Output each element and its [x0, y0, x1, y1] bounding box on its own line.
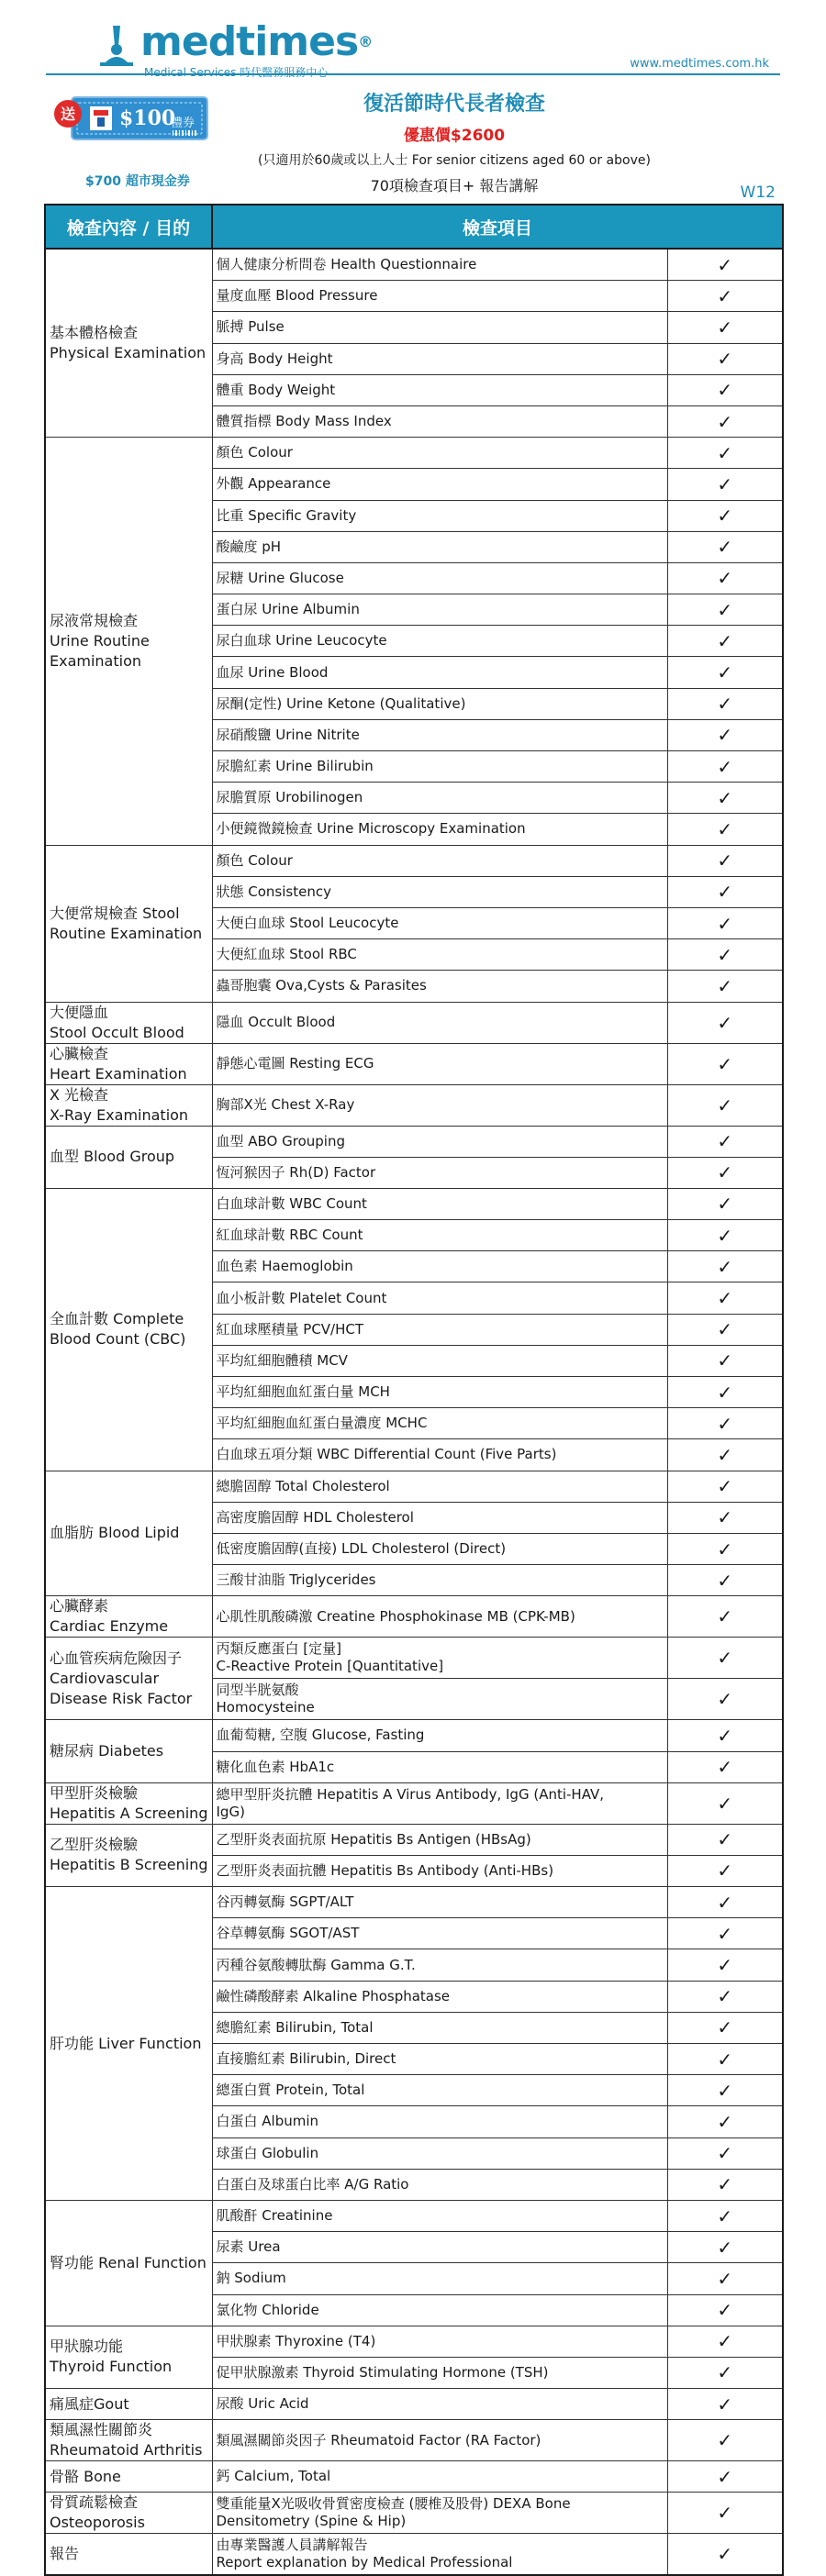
test-item-cell: 鈉 Sodium	[212, 2263, 667, 2294]
check-mark-icon: ✓	[667, 2534, 783, 2576]
table-row	[45, 1720, 783, 1751]
test-item-cell: 量度血壓 Blood Pressure	[212, 281, 667, 312]
check-mark-icon: ✓	[667, 719, 783, 750]
table-row	[45, 2420, 783, 2461]
category-cell: X 光檢查 X-Ray Examination	[45, 1084, 212, 1126]
check-mark-icon: ✓	[667, 1345, 783, 1376]
category-cell: 尿液常規檢查 Urine Routine Examination	[45, 438, 212, 845]
category-cell: 類風濕性關節炎 Rheumatoid Arthritis	[45, 2420, 212, 2461]
check-mark-icon: ✓	[667, 1782, 783, 1824]
category-cell: 骨骼 Bone	[45, 2461, 212, 2493]
test-item-cell: 恆河猴因子 Rh(D) Factor	[212, 1157, 667, 1188]
test-item-cell: 血型 ABO Grouping	[212, 1126, 667, 1157]
title-block	[211, 88, 698, 195]
check-mark-icon: ✓	[667, 2357, 783, 2388]
column-header-items: 檢查項目	[212, 205, 783, 249]
category-cell: 腎功能 Renal Function	[45, 2200, 212, 2326]
test-item-cell: 隱血 Occult Blood	[212, 1002, 667, 1043]
test-item-cell: 丙類反應蛋白 [定量] C-Reactive Protein [Quantitative]	[212, 1638, 667, 1679]
check-mark-icon: ✓	[667, 845, 783, 876]
voucher-graphic	[53, 92, 211, 156]
check-mark-icon: ✓	[667, 971, 783, 1002]
check-mark-icon: ✓	[667, 1471, 783, 1502]
check-mark-icon: ✓	[667, 2044, 783, 2075]
test-item-cell: 谷丙轉氨酶 SGPT/ALT	[212, 1887, 667, 1918]
check-mark-icon: ✓	[667, 1981, 783, 2012]
test-item-cell: 比重 Specific Gravity	[212, 500, 667, 531]
check-mark-icon: ✓	[667, 2263, 783, 2294]
test-item-cell: 鈣 Calcium, Total	[212, 2461, 667, 2493]
check-mark-icon: ✓	[667, 1596, 783, 1638]
check-mark-icon: ✓	[667, 1282, 783, 1314]
check-mark-icon: ✓	[667, 2389, 783, 2420]
check-mark-icon: ✓	[667, 1408, 783, 1439]
check-mark-icon: ✓	[667, 1314, 783, 1345]
table-row	[45, 1596, 783, 1638]
check-mark-icon: ✓	[667, 438, 783, 469]
table-row	[45, 2493, 783, 2534]
check-mark-icon: ✓	[667, 1157, 783, 1188]
gift-tag: 送	[60, 105, 76, 123]
check-mark-icon: ✓	[667, 1918, 783, 1949]
table-row	[45, 2326, 783, 2357]
test-item-cell: 白蛋白 Albumin	[212, 2106, 667, 2137]
table-row	[45, 1638, 783, 1679]
check-mark-icon: ✓	[667, 405, 783, 437]
table-row	[45, 438, 783, 469]
test-item-cell: 血尿 Urine Blood	[212, 657, 667, 688]
table-row	[45, 845, 783, 876]
table-row	[45, 1471, 783, 1502]
check-mark-icon: ✓	[667, 1126, 783, 1157]
category-cell: 血脂肪 Blood Lipid	[45, 1471, 212, 1596]
microscope-icon	[96, 22, 137, 68]
test-item-cell: 狀態 Consistency	[212, 876, 667, 907]
page-title: 復活節時代長者檢查	[363, 93, 545, 116]
category-cell: 心臟酵素 Cardiac Enzyme	[45, 1596, 212, 1638]
check-mark-icon: ✓	[667, 688, 783, 719]
check-mark-icon: ✓	[667, 783, 783, 814]
test-item-cell: 體質指標 Body Mass Index	[212, 405, 667, 437]
brand-logo[interactable]	[96, 18, 373, 80]
test-item-cell: 促甲狀腺激素 Thyroid Stimulating Hormone (TSH)	[212, 2357, 667, 2388]
table-row	[45, 2389, 783, 2420]
check-mark-icon: ✓	[667, 1855, 783, 1886]
voucher-label: 禮券	[171, 117, 195, 130]
test-item-cell: 胸部X光 Chest X-Ray	[212, 1084, 667, 1126]
category-cell: 糖尿病 Diabetes	[45, 1720, 212, 1782]
voucher-amount: $100	[119, 106, 176, 130]
test-item-cell: 顏色 Colour	[212, 438, 667, 469]
test-item-cell: 蟲哥胞囊 Ova,Cysts & Parasites	[212, 971, 667, 1002]
table-header-row	[45, 205, 783, 249]
check-mark-icon: ✓	[667, 500, 783, 531]
table-row	[45, 2461, 783, 2493]
check-mark-icon: ✓	[667, 1824, 783, 1855]
test-item-cell: 酸鹼度 pH	[212, 531, 667, 562]
test-item-cell: 球蛋白 Globulin	[212, 2137, 667, 2169]
check-mark-icon: ✓	[667, 281, 783, 312]
table-row	[45, 1043, 783, 1084]
test-item-cell: 平均紅細胞體積 MCV	[212, 1345, 667, 1376]
test-item-cell: 尿酮(定性) Urine Ketone (Qualitative)	[212, 688, 667, 719]
package-code: W12	[740, 183, 776, 202]
table-row	[45, 1824, 783, 1855]
registered-mark: ®	[358, 33, 373, 50]
test-item-cell: 總膽紅素 Bilirubin, Total	[212, 2012, 667, 2043]
test-item-cell: 糖化血色素 HbA1c	[212, 1751, 667, 1782]
test-item-cell: 白血球計數 WBC Count	[212, 1188, 667, 1219]
check-mark-icon: ✓	[667, 2326, 783, 2357]
check-mark-icon: ✓	[667, 2106, 783, 2137]
table-row	[45, 1126, 783, 1157]
category-cell: 心臟檢查 Heart Examination	[45, 1043, 212, 1084]
test-item-cell: 小便鏡微鏡檢查 Urine Microscopy Examination	[212, 814, 667, 845]
summary-text: 70項檢查項目+ 報告講解	[370, 177, 539, 194]
check-mark-icon: ✓	[667, 531, 783, 562]
check-mark-icon: ✓	[667, 1002, 783, 1043]
test-item-cell: 尿酸 Uric Acid	[212, 2389, 667, 2420]
test-item-cell: 白蛋白及球蛋白比率 A/G Ratio	[212, 2169, 667, 2200]
check-mark-icon: ✓	[667, 2200, 783, 2231]
test-item-cell: 甲狀腺素 Thyroxine (T4)	[212, 2326, 667, 2357]
check-mark-icon: ✓	[667, 312, 783, 343]
check-mark-icon: ✓	[667, 876, 783, 907]
check-mark-icon: ✓	[667, 2137, 783, 2169]
test-item-cell: 外觀 Appearance	[212, 469, 667, 500]
voucher-card-icon	[53, 92, 211, 156]
check-mark-icon: ✓	[667, 1720, 783, 1751]
table-row	[45, 1887, 783, 1918]
test-item-cell: 尿素 Urea	[212, 2232, 667, 2263]
test-item-cell: 總蛋白質 Protein, Total	[212, 2075, 667, 2106]
test-item-cell: 谷草轉氨酶 SGOT/AST	[212, 1918, 667, 1949]
check-mark-icon: ✓	[667, 2232, 783, 2263]
test-item-cell: 心肌性肌酸磷激 Creatine Phosphokinase MB (CPK-MB)	[212, 1596, 667, 1638]
table-body	[45, 249, 783, 2575]
check-mark-icon: ✓	[667, 939, 783, 971]
check-mark-icon: ✓	[667, 1502, 783, 1533]
check-mark-icon: ✓	[667, 1220, 783, 1251]
test-item-cell: 血葡萄糖, 空腹 Glucose, Fasting	[212, 1720, 667, 1751]
check-mark-icon: ✓	[667, 562, 783, 594]
check-mark-icon: ✓	[667, 1188, 783, 1219]
category-cell: 血型 Blood Group	[45, 1126, 212, 1188]
check-mark-icon: ✓	[667, 1565, 783, 1596]
brand-name: medtimes	[140, 18, 359, 65]
test-item-cell: 類風濕關節炎因子 Rheumatoid Factor (RA Factor)	[212, 2420, 667, 2461]
table-row	[45, 1782, 783, 1824]
test-item-cell: 乙型肝炎表面抗原 Hepatitis Bs Antigen (HBsAg)	[212, 1824, 667, 1855]
category-cell: 甲型肝炎檢驗 Hepatitis A Screening	[45, 1782, 212, 1824]
test-item-cell: 平均紅細胞血紅蛋白量濃度 MCHC	[212, 1408, 667, 1439]
check-mark-icon: ✓	[667, 2461, 783, 2493]
test-item-cell: 大便白血球 Stool Leucocyte	[212, 907, 667, 938]
table-row	[45, 1002, 783, 1043]
test-item-cell: 直接膽紅素 Bilirubin, Direct	[212, 2044, 667, 2075]
check-mark-icon: ✓	[667, 907, 783, 938]
test-item-cell: 尿膽質原 Urobilinogen	[212, 783, 667, 814]
check-mark-icon: ✓	[667, 657, 783, 688]
test-item-cell: 紅血球計數 RBC Count	[212, 1220, 667, 1251]
check-mark-icon: ✓	[667, 1251, 783, 1282]
eligibility-note: (只適用於60歲或以上人士 For senior citizens aged 60 or above)	[258, 153, 651, 168]
test-item-cell: 尿白血球 Urine Leucocyte	[212, 626, 667, 657]
website-link[interactable]: www.medtimes.com.hk	[630, 57, 769, 71]
test-item-cell: 乙型肝炎表面抗體 Hepatitis Bs Antibody (Anti-HBs)	[212, 1855, 667, 1886]
check-mark-icon: ✓	[667, 1043, 783, 1084]
check-mark-icon: ✓	[667, 751, 783, 783]
offer-price: 優惠價$2600	[403, 127, 506, 145]
check-mark-icon: ✓	[667, 1751, 783, 1782]
test-item-cell: 紅血球壓積量 PCV/HCT	[212, 1314, 667, 1345]
category-cell: 報告	[45, 2534, 212, 2576]
test-item-cell: 同型半胱氨酸 Homocysteine	[212, 1679, 667, 1720]
test-item-cell: 總膽固醇 Total Cholesterol	[212, 1471, 667, 1502]
test-item-cell: 由專業醫護人員講解報告 Report explanation by Medical Professional	[212, 2534, 667, 2576]
check-mark-icon: ✓	[667, 594, 783, 626]
test-item-cell: 尿糖 Urine Glucose	[212, 562, 667, 594]
check-mark-icon: ✓	[667, 2012, 783, 2043]
test-item-cell: 尿膽紅素 Urine Bilirubin	[212, 751, 667, 783]
test-item-cell: 身高 Body Height	[212, 343, 667, 374]
header	[0, 0, 826, 200]
test-item-cell: 蛋白尿 Urine Albumin	[212, 594, 667, 626]
column-header-category: 檢查內容 / 目的	[45, 205, 212, 249]
check-mark-icon: ✓	[667, 814, 783, 845]
category-cell: 大便隱血 Stool Occult Blood	[45, 1002, 212, 1043]
category-cell: 大便常規檢查 Stool Routine Examination	[45, 845, 212, 1002]
test-item-cell: 雙重能量X光吸收骨質密度檢查 (腰椎及股骨) DEXA Bone Densitometry (Spine & Hip)	[212, 2493, 667, 2534]
check-mark-icon: ✓	[667, 1949, 783, 1981]
check-mark-icon: ✓	[667, 343, 783, 374]
check-mark-icon: ✓	[667, 2294, 783, 2326]
test-item-cell: 血小板計數 Platelet Count	[212, 1282, 667, 1314]
check-mark-icon: ✓	[667, 1533, 783, 1564]
test-item-cell: 血色素 Haemoglobin	[212, 1251, 667, 1282]
test-item-cell: 三酸甘油脂 Triglycerides	[212, 1565, 667, 1596]
voucher-caption: $700 超市現金券	[85, 174, 190, 189]
test-item-cell: 丙種谷氨酸轉肽酶 Gamma G.T.	[212, 1949, 667, 1981]
check-mark-icon: ✓	[667, 374, 783, 405]
check-mark-icon: ✓	[667, 1679, 783, 1720]
test-item-cell: 脈搏 Pulse	[212, 312, 667, 343]
test-item-cell: 靜態心電圖 Resting ECG	[212, 1043, 667, 1084]
test-item-cell: 鹼性磷酸酵素 Alkaline Phosphatase	[212, 1981, 667, 2012]
test-item-cell: 低密度膽固醇(直接) LDL Cholesterol (Direct)	[212, 1533, 667, 1564]
test-item-cell: 個人健康分析問卷 Health Questionnaire	[212, 249, 667, 281]
check-mark-icon: ✓	[667, 2075, 783, 2106]
table-row	[45, 1084, 783, 1126]
check-mark-icon: ✓	[667, 2420, 783, 2461]
test-item-cell: 大便紅血球 Stool RBC	[212, 939, 667, 971]
check-mark-icon: ✓	[667, 2169, 783, 2200]
header-divider	[46, 73, 780, 75]
check-mark-icon: ✓	[667, 249, 783, 281]
test-item-cell: 顏色 Colour	[212, 845, 667, 876]
check-mark-icon: ✓	[667, 1439, 783, 1471]
test-item-cell: 高密度膽固醇 HDL Cholesterol	[212, 1502, 667, 1533]
category-cell: 心血管疾病危險因子 Cardiovascular Disease Risk Factor	[45, 1638, 212, 1720]
category-cell: 痛風症Gout	[45, 2389, 212, 2420]
test-item-cell: 體重 Body Weight	[212, 374, 667, 405]
test-item-cell: 平均紅細胞血紅蛋白量 MCH	[212, 1377, 667, 1408]
brand-subtitle: Medical Services 時代醫務服務中心	[144, 66, 329, 79]
category-cell: 基本體格檢查 Physical Examination	[45, 249, 212, 438]
category-cell: 乙型肝炎檢驗 Hepatitis B Screening	[45, 1824, 212, 1886]
test-item-cell: 尿硝酸鹽 Urine Nitrite	[212, 719, 667, 750]
category-cell: 肝功能 Liver Function	[45, 1887, 212, 2201]
check-mark-icon: ✓	[667, 469, 783, 500]
check-mark-icon: ✓	[667, 626, 783, 657]
check-mark-icon: ✓	[667, 1887, 783, 1918]
table-row	[45, 2200, 783, 2231]
check-mark-icon: ✓	[667, 1638, 783, 1679]
category-cell: 全血計數 Complete Blood Count (CBC)	[45, 1188, 212, 1471]
test-item-cell: 總甲型肝炎抗體 Hepatitis A Virus Antibody, IgG (Anti-HAV, IgG)	[212, 1782, 667, 1824]
check-mark-icon: ✓	[667, 1084, 783, 1126]
check-mark-icon: ✓	[667, 2493, 783, 2534]
category-cell: 骨質疏鬆檢查 Osteoporosis	[45, 2493, 212, 2534]
check-mark-icon: ✓	[667, 1377, 783, 1408]
table-row	[45, 2534, 783, 2576]
test-item-cell: 白血球五項分類 WBC Differential Count (Five Parts)	[212, 1439, 667, 1471]
category-cell: 甲狀腺功能 Thyroid Function	[45, 2326, 212, 2388]
test-item-cell: 氯化物 Chloride	[212, 2294, 667, 2326]
test-item-cell: 肌酸酐 Creatinine	[212, 2200, 667, 2231]
table-row	[45, 1188, 783, 1219]
table-row	[45, 249, 783, 281]
checkup-table	[44, 204, 784, 2576]
